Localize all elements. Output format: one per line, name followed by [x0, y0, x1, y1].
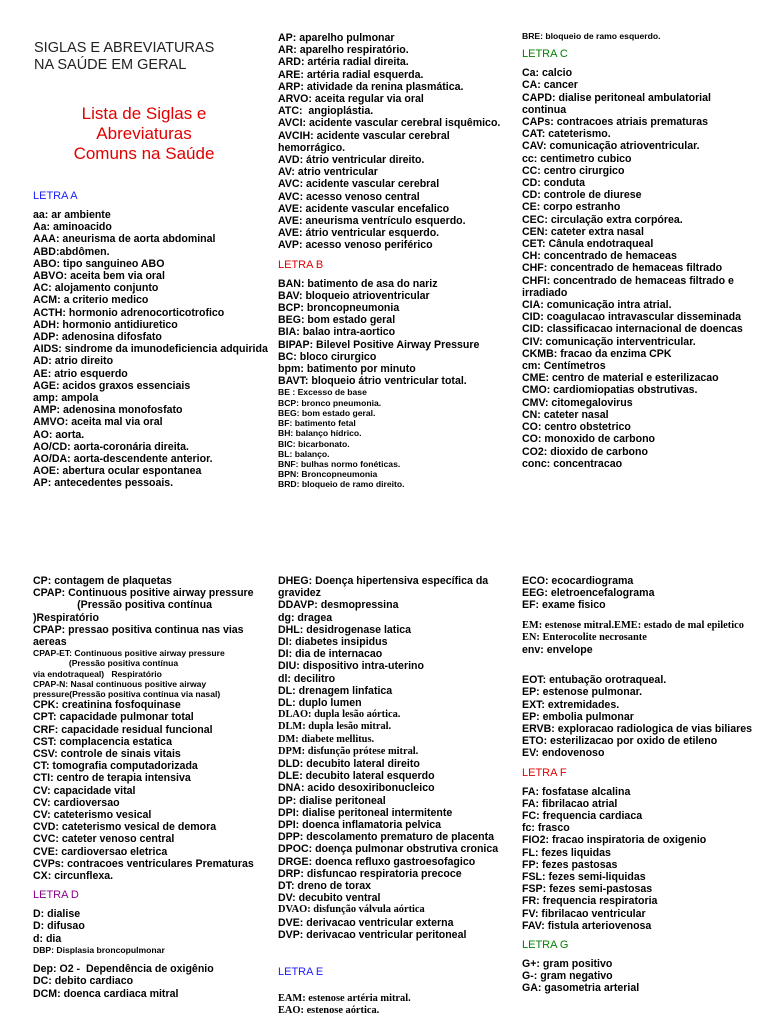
abbreviation-entry: CVD: cateterismo vesical de demora [33, 821, 217, 834]
column-2 [278, 32, 513, 490]
abbreviation-entry: BE : Excesso de base [278, 387, 367, 398]
abbreviation-entry: CIV: comunicação interventricular. [522, 335, 696, 348]
abbreviation-entry: BPN: Broncopneumonia [278, 469, 378, 480]
abbreviation-entry: FSP: fezes semi-pastosas [522, 883, 653, 896]
abbreviation-entry: FA: fosfatase alcalina [522, 785, 631, 798]
red-title-line2: Abreviaturas [96, 124, 192, 143]
abbreviation-entry: DL: duplo lumen [278, 697, 362, 710]
abbreviation-entry: CA: cancer [522, 79, 578, 92]
column-6 [522, 575, 757, 995]
abbreviation-entry: CMO: cardiomiopatias obstrutivas. [522, 384, 698, 397]
abbreviation-entry: DPI: doenca inflamatoria pelvica [278, 819, 442, 832]
abbreviation-entry: CPAP: pressao positiva continua nas vias aereas [33, 623, 247, 649]
red-title-line3: Comuns na Saúde [73, 144, 215, 163]
abbreviation-entry: EN: Enterocolite necrosante [522, 631, 647, 643]
abbreviation-entry: ADP: adenosina difosfato [33, 331, 162, 344]
section-heading: LETRA E [278, 966, 324, 979]
abbreviation-entry: BCP: broncopneumonia [278, 302, 400, 315]
section-heading: LETRA D [33, 889, 79, 902]
abbreviation-entry: G-: gram negativo [522, 970, 613, 983]
abbreviation-entry: CSV: controle de sinais vitais [33, 748, 181, 761]
abbreviation-entry: AVP: acesso venoso periférico [278, 239, 433, 252]
abbreviation-entry: CPT: capacidade pulmonar total [33, 711, 194, 724]
column-3 [522, 31, 757, 470]
abbreviation-entry: BIC: bicarbonato. [278, 438, 350, 449]
abbreviation-entry: pressure(Pressão positiva contínua via nasal) [33, 689, 221, 700]
abbreviation-entry: AO/DA: aorta-descendente anterior. [33, 453, 213, 466]
abbreviation-entry: ATC: angioplástia. [278, 105, 374, 118]
abbreviation-entry: DM: diabete mellitus. [278, 733, 375, 745]
abbreviation-entry: FP: fezes pastosas [522, 858, 618, 871]
abbreviation-entry: DLAO: dupla lesão aórtica. [278, 709, 401, 721]
abbreviation-entry: ABO: tipo sanguineo ABO [33, 257, 165, 270]
abbreviation-entry: CO: centro obstetrico [522, 421, 631, 434]
abbreviation-entry: AVCIH: acidente vascular cerebral hemorrágico. [278, 129, 453, 154]
abbreviation-entry: CVPs: contracoes ventriculares Prematuras [33, 857, 254, 870]
abbreviation-entry: DIU: dispositivo intra-uterino [278, 660, 424, 673]
abbreviation-entry: CD: conduta [522, 177, 585, 190]
abbreviation-entry: Aa: aminoacido [33, 221, 112, 234]
abbreviation-entry: DCM: doenca cardiaca mitral [33, 987, 179, 1000]
abbreviation-entry: CT: tomografia computadorizada [33, 760, 198, 773]
column-4 [33, 575, 268, 1000]
abbreviation-entry: DLE: decubito lateral esquerdo [278, 770, 435, 783]
abbreviation-entry: ARE: artéria radial esquerda. [278, 68, 424, 81]
abbreviation-entry: CEC: circulação extra corpórea. [522, 213, 683, 226]
abbreviation-entry: AR: aparelho respiratório. [278, 44, 409, 57]
abbreviation-entry: AOE: abertura ocular espontanea [33, 465, 202, 478]
abbreviation-entry: FC: frequencia cardiaca [522, 810, 643, 823]
abbreviation-entry: EXT: extremidades. [522, 698, 620, 711]
abbreviation-entry: EP: embolia pulmonar [522, 710, 634, 723]
abbreviation-entry: FA: fibrilacao atrial [522, 797, 618, 810]
abbreviation-entry: CVC: cateter venoso central [33, 833, 175, 846]
abbreviation-entry: G+: gram positivo [522, 958, 613, 971]
abbreviation-entry: CPAP-ET: Continuous positive airway pressure [33, 648, 225, 659]
abbreviation-entry: CID: classificacao internacional de doencas [522, 323, 743, 336]
abbreviation-entry: (Pressão positiva contínua [33, 658, 179, 669]
abbreviation-entry: dg: dragea [278, 611, 333, 624]
abbreviation-entry: CMV: citomegalovirus [522, 396, 633, 409]
abbreviation-entry: CHFI: concentrado de hemaceas filtrado e irradiado [522, 274, 737, 299]
abbreviation-entry: AMP: adenosina monofosfato [33, 404, 183, 417]
abbreviation-entry: EF: exame fisico [522, 599, 606, 612]
abbreviation-entry: ARD: artéria radial direita. [278, 56, 409, 69]
abbreviation-entry: CE: corpo estranho [522, 201, 621, 214]
abbreviation-entry: (Pressão positiva contínua [33, 599, 212, 612]
column-1 [33, 183, 268, 490]
abbreviation-entry: BAV: bloqueio atrioventricular [278, 289, 430, 302]
abbreviation-entry: CP: contagem de plaquetas [33, 575, 172, 587]
abbreviation-entry: CAV: comunicação atrioventricular. [522, 140, 700, 153]
abbreviation-entry: CAPD: dialise peritoneal ambulatorial continua [522, 91, 714, 116]
abbreviation-entry: dl: decilitro [278, 672, 336, 685]
page-title-line2: NA SAÚDE EM GERAL [34, 57, 187, 73]
abbreviation-entry: ECO: ecocardiograma [522, 575, 634, 587]
abbreviation-entry: DHEG: Doença hipertensiva específica da gravidez [278, 575, 492, 600]
abbreviation-entry: cc: centimetro cubico [522, 152, 632, 165]
abbreviation-entry: bpm: batimento por minuto [278, 363, 416, 376]
abbreviation-entry: CC: centro cirurgico [522, 164, 625, 177]
abbreviation-entry: AVD: átrio ventricular direito. [278, 154, 425, 167]
abbreviation-entry: AV: atrio ventricular [278, 166, 378, 179]
abbreviation-entry: D: dialise [33, 908, 81, 921]
spacer [278, 941, 513, 959]
abbreviation-entry: BNF: bulhas normo fonéticas. [278, 458, 401, 469]
spacer [522, 656, 757, 674]
abbreviation-entry: DVE: derivacao ventricular externa [278, 916, 454, 929]
abbreviation-entry: CHF: concentrado de hemaceas filtrado [522, 262, 723, 275]
abbreviation-entry: ADH: hormonio antidiuretico [33, 318, 178, 331]
abbreviation-entry: CKMB: fracao da enzima CPK [522, 347, 672, 360]
abbreviation-entry: CX: circunflexa. [33, 870, 114, 883]
abbreviation-entry: CO2: dioxido de carbono [522, 445, 648, 458]
abbreviation-entry: FSL: fezes semi-liquidas [522, 871, 646, 884]
abbreviation-entry: EP: estenose pulmonar. [522, 686, 643, 699]
abbreviation-entry: CV: cardioversao [33, 796, 120, 809]
abbreviation-entry: EEG: eletroencefalograma [522, 587, 655, 600]
abbreviation-entry: CPAP-N: Nasal continuous positive airway [33, 678, 207, 689]
abbreviation-entry: FIO2: fracao inspiratoria de oxigenio [522, 834, 707, 847]
section-heading: LETRA G [522, 939, 569, 952]
abbreviation-entry: DLM: dupla lesão mitral. [278, 721, 392, 733]
spacer [33, 955, 268, 963]
abbreviation-entry: AVC: acidente vascular cerebral [278, 178, 440, 191]
abbreviation-entry: CH: concentrado de hemaceas [522, 250, 677, 263]
abbreviation-entry: AVE: aneurisma ventrículo esquerdo. [278, 215, 466, 228]
abbreviation-entry: ETO: esterilizacao por oxido de etileno [522, 735, 718, 748]
abbreviation-entry: Ca: calcio [522, 67, 573, 80]
abbreviation-entry: ARP: atividade da renina plasmática. [278, 80, 464, 93]
abbreviation-entry: CO: monoxido de carbono [522, 433, 656, 446]
abbreviation-entry: AVE: átrio ventricular esquerdo. [278, 227, 440, 240]
abbreviation-entry: BEG: bom estado geral [278, 314, 396, 327]
abbreviation-entry: EM: estenose mitral.EME: estado de mal epiletico [522, 619, 744, 631]
abbreviation-entry: fc: frasco [522, 822, 570, 835]
column-5 [278, 575, 513, 1018]
abbreviation-entry: AGE: acidos graxos essenciais [33, 379, 191, 392]
abbreviation-entry: AVCI: acidente vascular cerebral isquêmico. [278, 117, 501, 130]
abbreviation-entry: d: dia [33, 932, 62, 945]
abbreviation-entry: CRF: capacidade residual funcional [33, 723, 213, 736]
section-heading: LETRA A [33, 190, 78, 202]
abbreviation-entry: BAN: batimento de asa do nariz [278, 277, 438, 290]
abbreviation-entry: DDAVP: desmopressina [278, 599, 399, 612]
abbreviation-entry: ABVO: aceita bem via oral [33, 270, 165, 283]
abbreviation-entry: CEN: cateter extra nasal [522, 225, 644, 238]
abbreviation-entry: BH: balanço hídrico. [278, 428, 362, 439]
abbreviation-entry: ACM: a criterio medico [33, 294, 149, 307]
abbreviation-entry: DC: debito cardiaco [33, 975, 134, 988]
abbreviation-entry: BEG: bom estado geral. [278, 407, 376, 418]
abbreviation-entry: AVC: acesso venoso central [278, 190, 420, 203]
abbreviation-entry: CV: capacidade vital [33, 784, 136, 797]
abbreviation-entry: CV: cateterismo vesical [33, 809, 152, 822]
abbreviation-entry: AAA: aneurisma de aorta abdominal [33, 233, 216, 246]
abbreviation-entry: CST: complacencia estatica [33, 735, 172, 748]
abbreviation-entry: DL: drenagem linfatica [278, 684, 393, 697]
abbreviation-entry: DRGE: doenca refluxo gastroesofagico [278, 855, 476, 868]
title-block [34, 40, 254, 164]
abbreviation-entry: DI: dia de internacao [278, 648, 383, 661]
abbreviation-entry: BC: bloco cirurgico [278, 350, 377, 363]
abbreviation-entry: DVAO: disfunção válvula aórtica [278, 904, 425, 916]
abbreviation-entry: GA: gasometria arterial [522, 982, 640, 995]
red-title-line1: Lista de Siglas e [81, 104, 207, 123]
abbreviation-entry: Dep: O2 - Dependência de oxigênio [33, 963, 214, 976]
abbreviation-entry: cm: Centímetros [522, 360, 606, 373]
abbreviation-entry: AMVO: aceita mal via oral [33, 416, 163, 429]
abbreviation-entry: AC: alojamento conjunto [33, 282, 159, 295]
section-heading: LETRA B [278, 258, 324, 271]
abbreviation-entry: EOT: entubação orotraqueal. [522, 674, 667, 687]
abbreviation-entry: CTI: centro de terapia intensiva [33, 772, 191, 785]
abbreviation-entry: DPI: dialise peritoneal intermitente [278, 806, 453, 819]
page-title-line1: SIGLAS E ABREVIATURAS [34, 40, 215, 56]
abbreviation-entry: DVP: derivacao ventricular peritoneal [278, 928, 467, 941]
abbreviation-entry: CET: Cânula endotraqueal [522, 238, 654, 251]
abbreviation-entry: DNA: acido desoxiribonucleico [278, 782, 435, 795]
abbreviation-entry: DPM: disfunção prótese mitral. [278, 745, 419, 757]
abbreviation-entry: DV: decubito ventral [278, 892, 381, 905]
abbreviation-entry: env: envelope [522, 644, 593, 657]
abbreviation-entry: CPK: creatinina fosfoquinase [33, 699, 181, 712]
abbreviation-entry: AD: atrio direito [33, 355, 114, 368]
abbreviation-entry: FL: fezes liquidas [522, 846, 611, 859]
abbreviation-entry: CAPs: contracoes atriais prematuras [522, 116, 709, 129]
abbreviation-entry: CN: cateter nasal [522, 408, 609, 421]
abbreviation-entry: BIA: balao intra-aortico [278, 326, 396, 339]
abbreviation-entry: DPP: descolamento prematuro de placenta [278, 831, 495, 844]
abbreviation-entry: DBP: Displasia broncopulmonar [33, 944, 165, 955]
abbreviation-entry: DLD: decubito lateral direito [278, 758, 420, 771]
abbreviation-entry: AP: antecedentes pessoais. [33, 477, 174, 490]
abbreviation-entry: FV: fibrilacao ventricular [522, 907, 646, 920]
abbreviation-entry: aa: ar ambiente [33, 209, 111, 221]
abbreviation-entry: CAT: cateterismo. [522, 128, 611, 141]
abbreviation-entry: AO: aorta. [33, 428, 85, 441]
abbreviation-entry: conc: concentracao [522, 457, 623, 470]
abbreviation-entry: CIA: comunicação intra atrial. [522, 299, 672, 312]
abbreviation-entry: via endotraqueal) Respiratório [33, 668, 162, 679]
abbreviation-entry: AIDS: sindrome da imunodeficiencia adquirida [33, 343, 268, 356]
abbreviation-entry: DI: diabetes insipidus [278, 636, 388, 649]
abbreviation-entry: DPOC: doença pulmonar obstrutiva cronica [278, 843, 499, 856]
abbreviation-entry: D: difusao [33, 920, 85, 933]
abbreviation-entry: DT: dreno de torax [278, 880, 371, 893]
abbreviation-entry: ABD:abdômen. [33, 245, 110, 258]
abbreviation-entry: BIPAP: Bilevel Positive Airway Pressure [278, 338, 480, 351]
abbreviation-entry: FR: frequencia respiratoria [522, 895, 658, 908]
section-heading: LETRA C [522, 48, 568, 61]
abbreviation-entry: CID: coagulacao intravascular disseminada [522, 311, 742, 324]
abbreviation-entry: amp: ampola [33, 392, 99, 405]
abbreviation-entry: BF: batimento fetal [278, 418, 356, 429]
abbreviation-entry: AO/CD: aorta-coronária direita. [33, 440, 189, 453]
abbreviation-entry: EV: endovenoso [522, 747, 605, 760]
abbreviation-entry: ERVB: exploracao radiologica de vias biliares [522, 723, 753, 736]
abbreviation-entry: EAO: estenose aórtica. [278, 1005, 380, 1017]
abbreviation-entry: CVE: cardioversao eletrica [33, 845, 168, 858]
abbreviation-entry: )Respiratório [33, 611, 99, 624]
abbreviation-entry: CPAP: Continuous positive airway pressure [33, 587, 254, 600]
abbreviation-entry: FAV: fistula arteriovenosa [522, 919, 652, 932]
abbreviation-entry: DRP: disfuncao respiratoria precoce [278, 867, 462, 880]
abbreviation-entry: CME: centro de material e esterilizacao [522, 372, 719, 385]
abbreviation-entry: EAM: estenose artéria mitral. [278, 993, 411, 1005]
abbreviation-entry: BRD: bloqueio de ramo direito. [278, 479, 405, 490]
abbreviation-entry: DP: dialise peritoneal [278, 794, 386, 807]
spacer [522, 612, 757, 620]
spacer [278, 985, 513, 993]
section-heading: LETRA F [522, 766, 567, 779]
abbreviation-entry: BRE: bloqueio de ramo esquerdo. [522, 31, 661, 41]
abbreviation-entry: AVE: acidente vascular encefalico [278, 202, 450, 215]
abbreviation-entry: AP: aparelho pulmonar [278, 32, 395, 44]
abbreviation-entry: AE: atrio esquerdo [33, 367, 128, 380]
abbreviation-entry: ARVO: aceita regular via oral [278, 93, 424, 106]
abbreviation-entry: BCP: bronco pneumonia. [278, 397, 382, 408]
abbreviation-entry: CD: controle de diurese [522, 189, 642, 202]
abbreviation-entry: BL: balanço. [278, 448, 330, 459]
abbreviation-entry: DHL: desidrogenase latica [278, 623, 412, 636]
abbreviation-entry: ACTH: hormonio adrenocorticotrofico [33, 306, 225, 319]
abbreviation-entry: BAVT: bloqueio átrio ventricular total. [278, 375, 467, 388]
